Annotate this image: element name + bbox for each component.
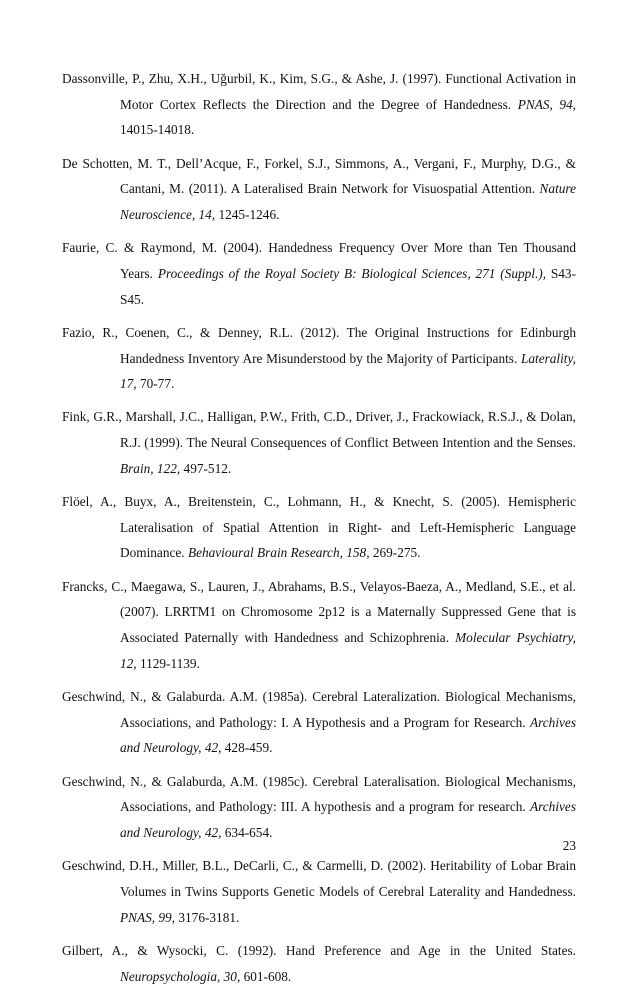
reference-entry: Geschwind, N., & Galaburda, A.M. (1985c). Cerebral Lateralisation. Biological Mechanisms, Associations, and Pathology: III. A hypothesis and a program for research. Archives and Neurology, 42, 634-654. (62, 773, 576, 840)
reference-entry: Geschwind, N., & Galaburda. A.M. (1985a). Cerebral Lateralization. Biological Mechanisms, Associations, and Pathology: I. A Hypothesis and a Program for Research. Archives and Neurology, 42, 428-459. (62, 688, 576, 756)
reference-entry: Faurie, C. & Raymond, M. (2004). Handedness Frequency Over More than Ten Thousand Years. Proceedings of the Royal Society B: Biological Sciences, 271 (Suppl.), S43-S45. (62, 240, 576, 307)
journal-citation: Archives and Neurology, 42, (120, 799, 576, 840)
reference-list (62, 66, 576, 997)
reference-entry: Fink, G.R., Marshall, J.C., Halligan, P.W., Frith, C.D., Driver, J., Frackowiack, R.S.J., & Dolan, R.J. (1999). The Neural Consequences of Conflict Between Intention and the Senses. Brain, 122, 497-512. (62, 409, 576, 476)
journal-citation: Nature Neuroscience, 14, (120, 181, 576, 223)
journal-citation: Proceedings of the Royal Society B: Biological Sciences, 271 (Suppl.), (157, 265, 547, 281)
reference-entry: Gilbert, A., & Wysocki, C. (1992). Hand Preference and Age in the United States. Neuropsychologia, 30, 601-608. (62, 942, 576, 984)
reference-entry: Francks, C., Maegawa, S., Lauren, J., Abrahams, B.S., Velayos-Baeza, A., Medland, S.E., et al. (2007). LRRTM1 on Chromosome 2p12 is a Maternally Suppressed Gene that is Associated Paternally with Handedness and Schizophrenia. Molecular Psychiatry, 12, 1129-1139. (62, 578, 576, 671)
reference-entry: Geschwind, D.H., Miller, B.L., DeCarli, C., & Carmelli, D. (2002). Heritability of Lobar Brain Volumes in Twins Supports Genetic Models of Cerebral Laterality and Handedness. PNAS, 99, 3176-3181. (62, 858, 576, 925)
journal-citation: Neuropsychologia, 30, (120, 968, 241, 984)
journal-citation: PNAS, 94, (517, 96, 576, 112)
journal-citation: PNAS, 99, (120, 909, 176, 925)
reference-entry: Dassonville, P., Zhu, X.H., Uğurbil, K., Kim, S.G., & Ashe, J. (1997). Functional Activation in Motor Cortex Reflects the Direction and the Degree of Handedness. PNAS, 94, 14015-14018. (62, 71, 576, 138)
reference-entry: Flöel, A., Buyx, A., Breitenstein, C., Lohmann, H., & Knecht, S. (2005). Hemispheric Lateralisation of Spatial Attention in Right- and Left-Hemispheric Language Dominance. Behavioural Brain Research, 158, 269-275. (62, 494, 576, 561)
journal-citation: Archives and Neurology, 42, (120, 714, 576, 756)
journal-citation: Behavioural Brain Research, 158, (187, 545, 370, 561)
journal-citation: Laterality, 17, (120, 350, 576, 392)
page-number: 23 (562, 838, 576, 853)
journal-citation: Brain, 122, (120, 460, 181, 476)
journal-citation: Molecular Psychiatry, 12, (120, 630, 576, 671)
reference-entry: De Schotten, M. T., Dell’Acque, F., Forkel, S.J., Simmons, A., Vergani, F., Murphy, D.G., & Cantani, M. (2011). A Lateralised Brain Network for Visuospatial Attention. Nature Neuroscience, 14, 1245-1246. (62, 155, 576, 223)
reference-entry: Fazio, R., Coenen, C., & Denney, R.L. (2012). The Original Instructions for Edinburgh Handedness Inventory Are Misunderstood by the Majority of Participants. Laterality, 17, 70-77. (62, 324, 576, 392)
